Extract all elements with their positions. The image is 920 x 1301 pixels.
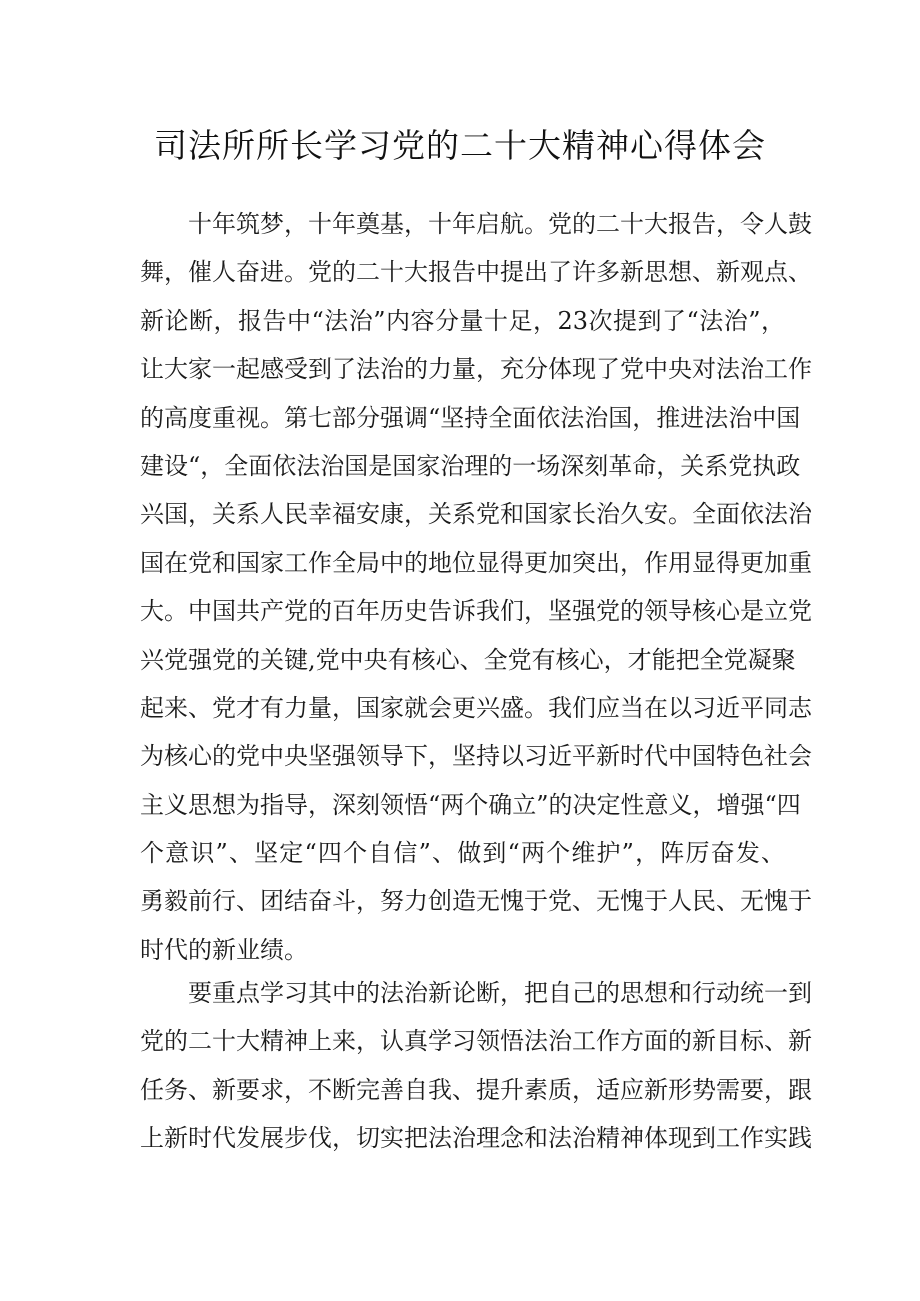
paragraph-2 [140,969,812,1163]
paragraph-line: 建设“，全面依法治国是国家治理的一场深刻革命，关系党执政 [140,451,801,480]
paragraph-line: 时代的新业绩。 [140,935,308,964]
paragraph-line: 大。中国共产党的百年历史告诉我们，坚强党的领导核心是立党 [140,597,812,626]
paragraph-line: 要重点学习其中的法治新论断，把自己的思想和行动统一到 [188,979,812,1007]
paragraph-line: 国在党和国家工作全局中的地位显得更加突出，作用显得更加重 [140,548,812,577]
paragraph-line: 十年筑梦，十年奠基，十年启航。党的二十大报告，令人鼓 [188,210,812,238]
paragraph-line: 党的二十大精神上来，认真学习领悟法治工作方面的新目标、新 [140,1027,812,1056]
paragraph-1 [140,200,812,974]
paragraph-line: 任务、新要求，不断完善自我、提升素质，适应新形势需要，跟 [140,1075,812,1104]
paragraph-line: 主义思想为指导，深刻领悟“两个确立”的决定性意义，增强“四 [140,790,801,819]
paragraph-line: 为核心的党中央坚强领导下，坚持以习近平新时代中国特色社会 [140,742,812,771]
paragraph-line: 舞，催人奋进。党的二十大报告中提出了许多新思想、新观点、 [140,258,812,287]
paragraph-line: 勇毅前行、团结奋斗，努力创造无愧于党、无愧于人民、无愧于 [140,887,812,916]
paragraph-line: 的高度重视。第七部分强调“坚持全面依法治国，推进法治中国 [140,403,801,432]
page-title: 司法所所长学习党的二十大精神心得体会 [154,126,766,165]
paragraph-line: 新论断，报告中“法治”内容分量十足，23次提到了“法治”， [140,306,785,335]
paragraph-line: 上新时代发展步伐，切实把法治理念和法治精神体现到工作实践 [140,1124,812,1153]
paragraph-line: 起来、党才有力量，国家就会更兴盛。我们应当在以习近平同志 [140,693,812,722]
paragraph-line: 让大家一起感受到了法治的力量，充分体现了党中央对法治工作 [140,355,812,384]
paragraph-line: 兴国，关系人民幸福安康，关系党和国家长治久安。全面依法治 [140,500,812,529]
paragraph-line: 个意识”、坚定“四个自信”、做到“两个维护”，阵厉奋发、 [140,839,785,868]
paragraph-line: 兴党强党的关键,党中央有核心、全党有核心，才能把全党凝聚 [140,645,796,674]
